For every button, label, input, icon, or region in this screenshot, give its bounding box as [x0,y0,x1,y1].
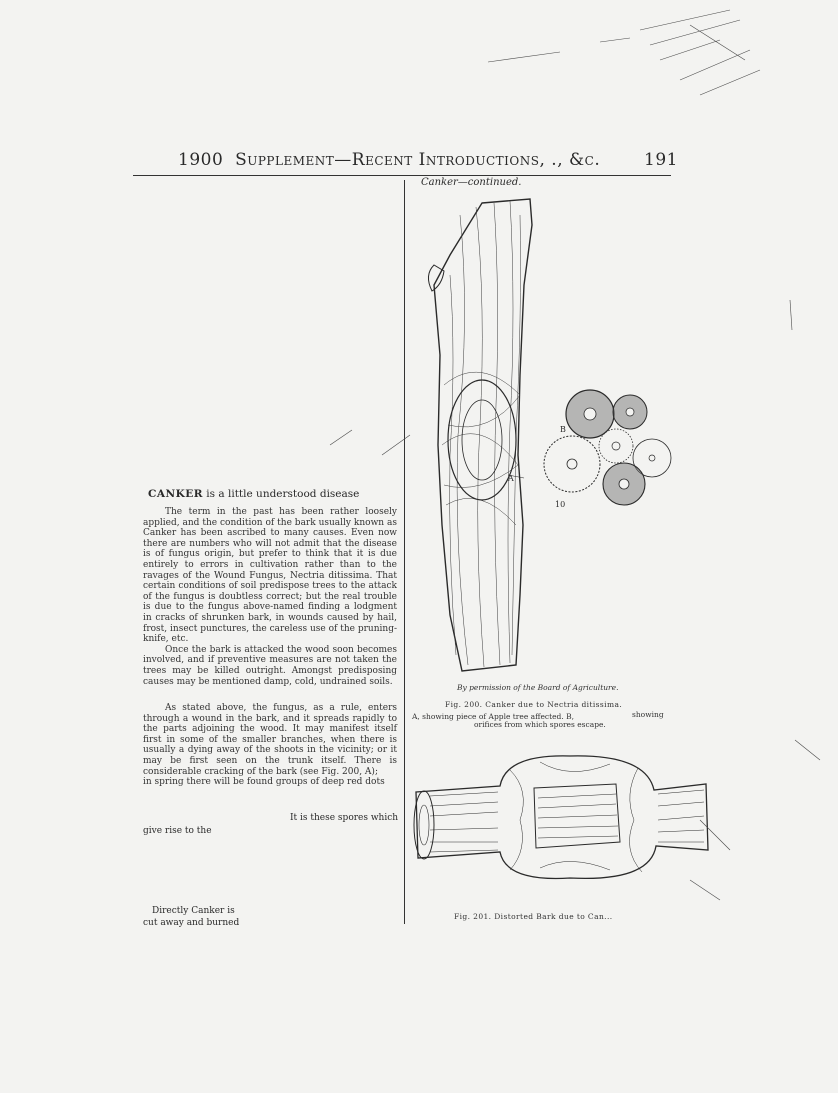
paragraph-3: As stated above, the fungus, as a rule, enters through a wound in the bark, and it spreads rapidly to the parts adjoining the wood. It may manifest itself first in some of the smaller branches, when there is usually a dying away of the shoots in the vicinity; or it may be first seen on the trunk itself. There is considerable cracking of the bark (see Fig. 200, A); [143,703,397,777]
fragment-give: give rise to the [143,826,212,836]
caption-description-1: A, showing piece of Apple tree affected. B, [412,712,575,721]
caption-fig-201: Fig. 201. Distorted Bark due to Can... [454,912,613,921]
paragraph-1: The term in the past has been rather loosely applied, and the condition of the bark usually known as Canker has been ascribed to many causes. Even now there are numbers who will not admit that the disease is of fungus origin, but prefer to think that it is due entirely to errors in cultivation rather than to the ravages of the Wound Fungus, Nectria ditissima. That certain conditions of soil predispose trees to the attack of the fungus is doubtless correct; but the real trouble is due to the fungus above-named finding a lodgment in cracks of shrunken bark, in wounds caused by hail, frost, insect punctures, the careless use of the pruning-knife, etc. [143,507,397,645]
caption-fig-200: Fig. 200. Canker due to Nectria ditissima. [445,700,623,709]
figure-label-b: B [560,425,566,434]
continued-heading: Canker—continued. [421,177,522,188]
section-title-bold: CANKER [148,488,203,500]
figure-label-a: A [508,474,514,483]
section-title-rest: is a little understood disease [202,488,360,500]
header-title: Supplement—Recent Introductions, ., &c. [235,150,601,170]
figure-label-10: 10 [555,500,566,509]
fragment-cut: cut away and burned [143,918,240,928]
page-number: 191 [644,150,678,170]
caption-description-2: orifices from which spores escape. [474,720,606,729]
header-year: 1900 [178,150,224,170]
fragment-spores: It is these spores which [290,813,399,823]
fragment-directly: Directly Canker is [152,906,235,916]
caption-permission: By permission of the Board of Agriculture. [457,683,619,692]
paragraph-4: in spring there will be found groups of deep red dots [143,777,385,788]
paragraph-2: Once the bark is attacked the wood soon becomes involved, and if preventive measures are not taken the trees may be killed outright. Amongst predisposing causes may be mentioned damp, cold, undrained soils. [143,644,397,687]
caption-showing: showing [632,710,664,719]
